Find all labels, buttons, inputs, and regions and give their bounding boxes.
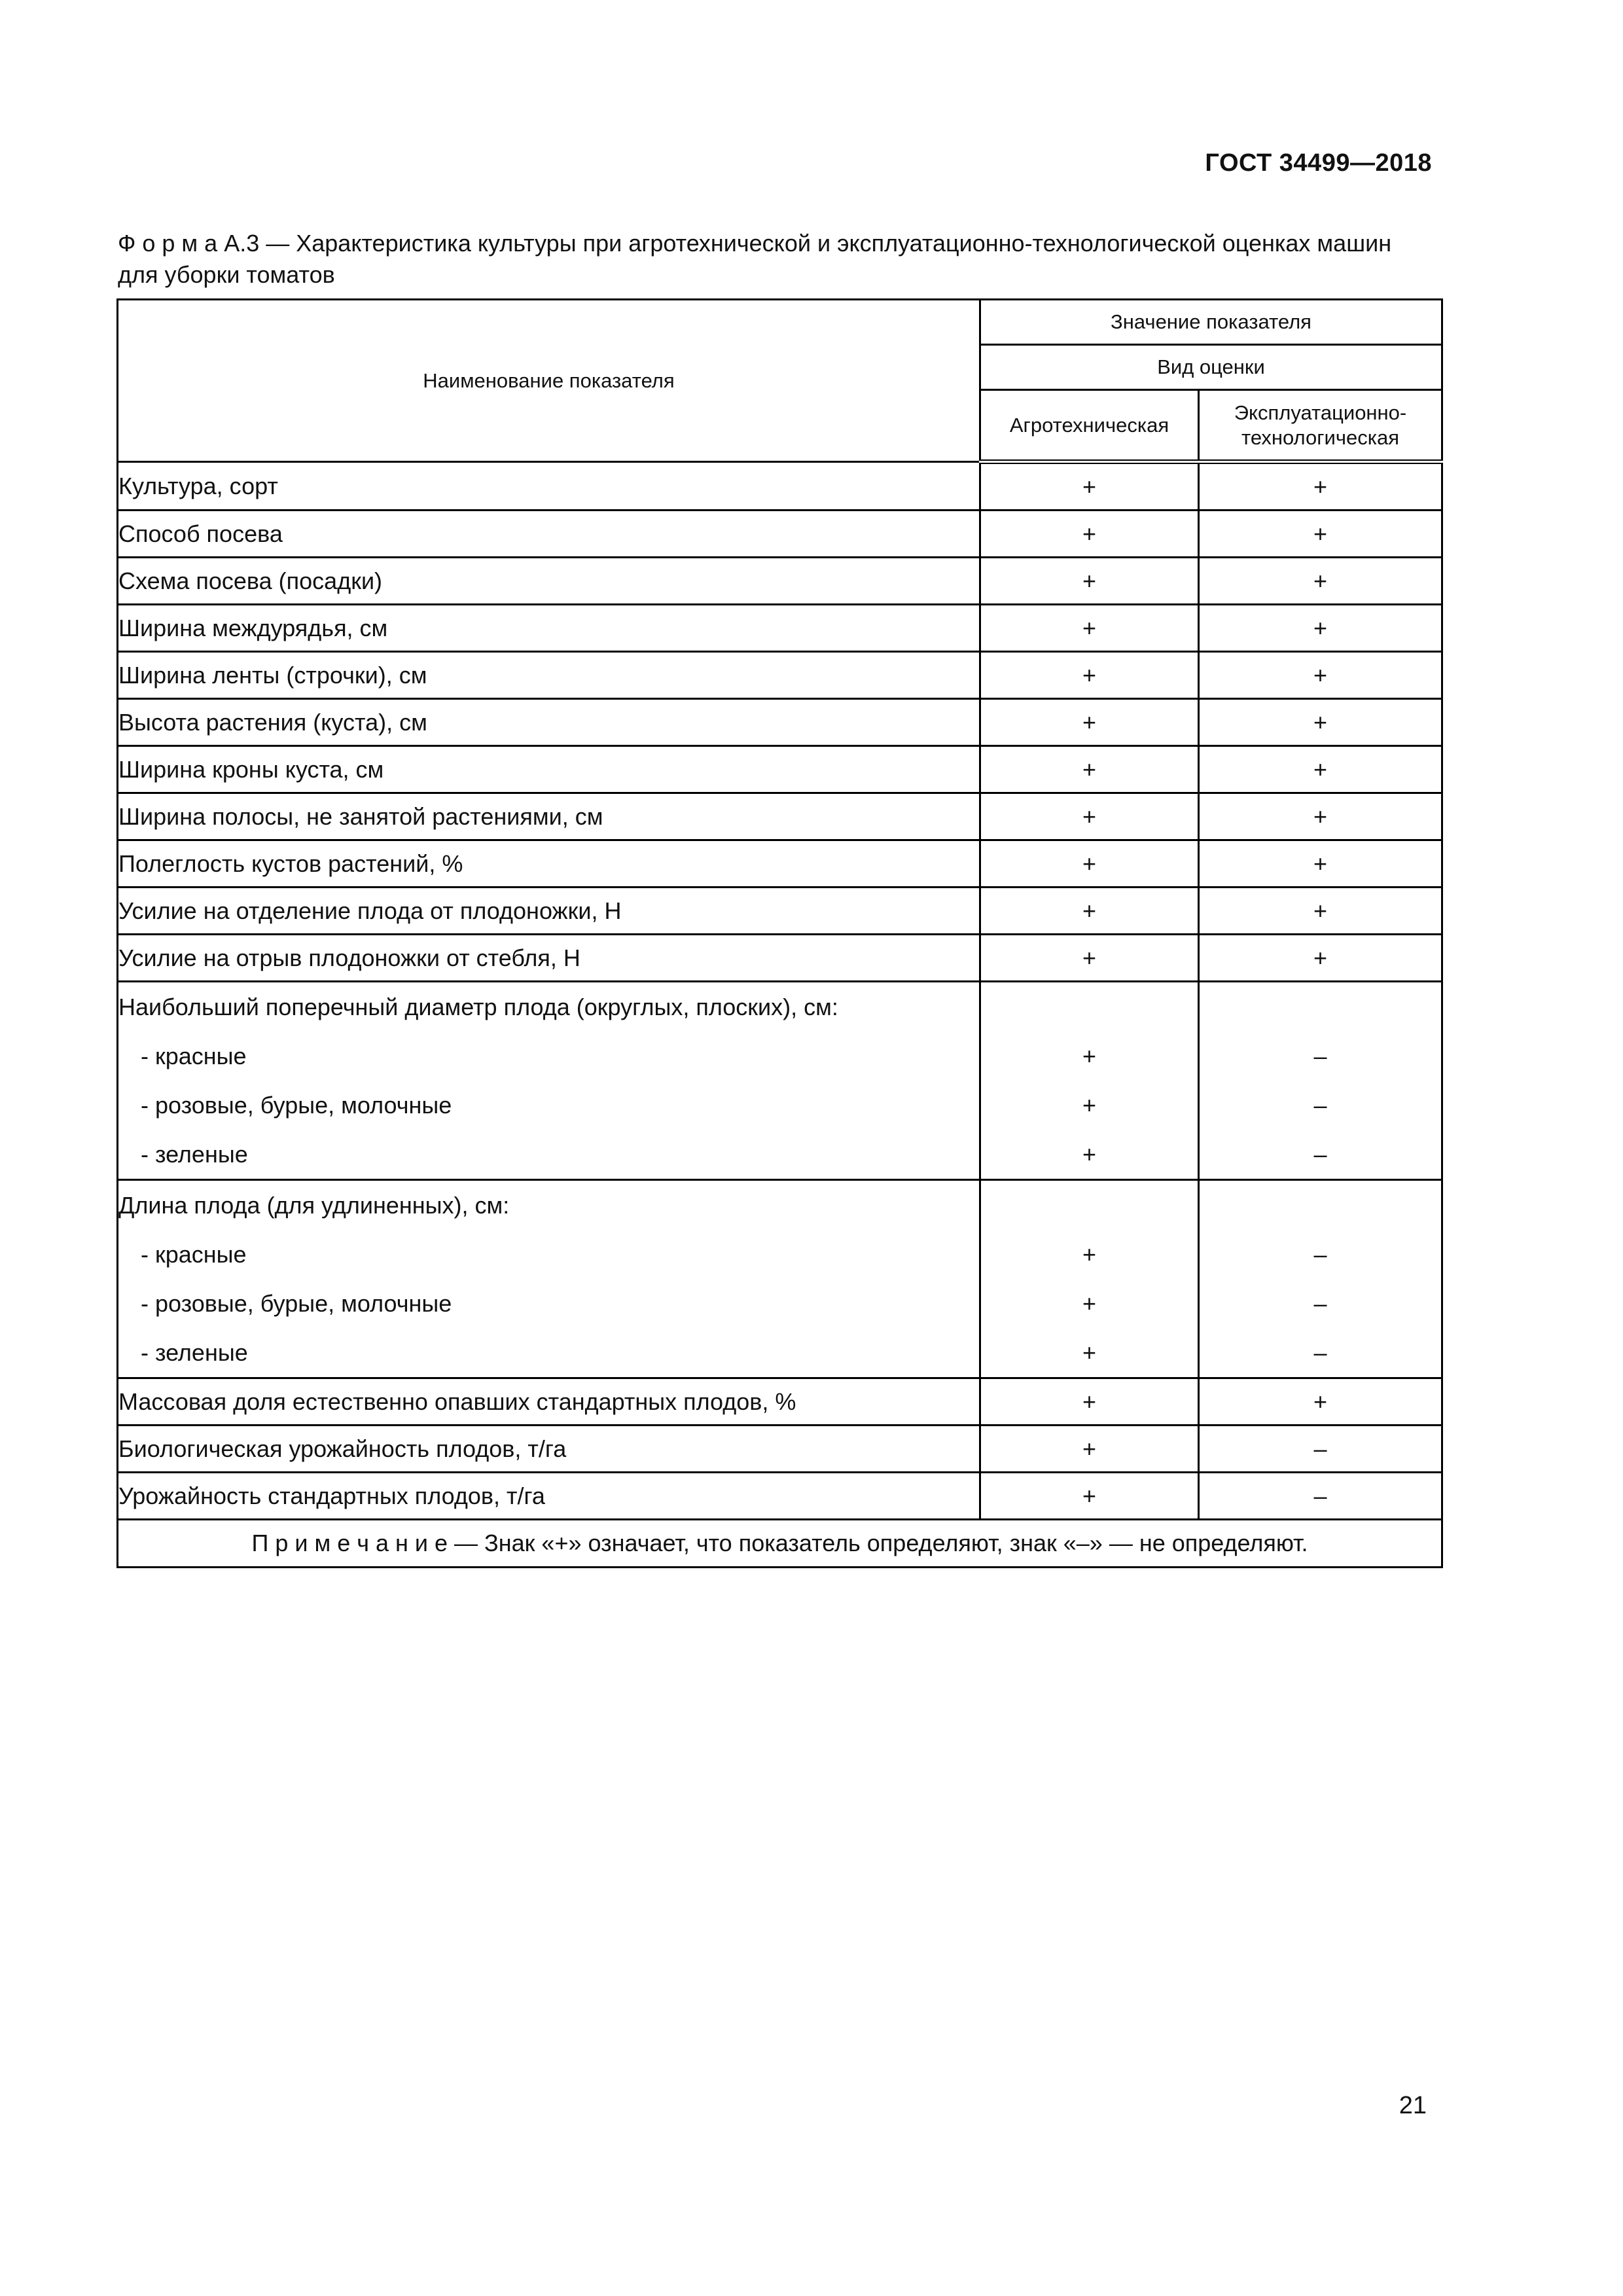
table-row: [118, 1378, 1442, 1426]
agro-value: +: [1082, 1092, 1097, 1119]
expl-value: –: [1313, 1043, 1327, 1069]
table-row: [118, 1426, 1442, 1473]
table-row: [118, 605, 1442, 652]
group-agro-cell: [980, 1180, 1199, 1378]
indicator-name: Культура, сорт: [118, 462, 980, 511]
agro-value: +: [980, 511, 1199, 558]
expl-value: +: [1199, 888, 1442, 935]
expl-value: +: [1199, 511, 1442, 558]
table-row: [118, 699, 1442, 746]
indicator-name: Ширина междурядья, см: [118, 605, 980, 652]
note-row: [118, 1520, 1442, 1568]
agro-value: +: [1082, 1339, 1097, 1366]
note-prefix: П р и м е ч а н и е: [251, 1530, 448, 1556]
group-title: Длина плода (для удлиненных), см:: [118, 1192, 510, 1219]
expl-value: –: [1199, 1473, 1442, 1520]
caption-text: А.3 — Характеристика культуры при агротехнической и эксплуатационно-технологической оценках машин для уборки томатов: [118, 230, 1392, 288]
caption-prefix: Ф о р м а: [118, 230, 218, 257]
table-row: [118, 462, 1442, 511]
header-name-column: Наименование показателя: [118, 300, 980, 462]
agro-value: +: [980, 840, 1199, 888]
agro-value: +: [980, 935, 1199, 982]
expl-value: +: [1199, 1378, 1442, 1426]
agro-value: +: [980, 558, 1199, 605]
group-item-name: - розовые, бурые, молочные: [141, 1092, 452, 1119]
indicator-name: Ширина кроны куста, см: [118, 746, 980, 793]
expl-value: +: [1199, 935, 1442, 982]
agro-value: +: [980, 888, 1199, 935]
indicator-name: Урожайность стандартных плодов, т/га: [118, 1473, 980, 1520]
group-item-name: - красные: [141, 1043, 247, 1069]
header-expl-column: Эксплуатационно- технологическая: [1199, 390, 1442, 462]
characteristics-table: [116, 298, 1443, 1568]
agro-value: +: [980, 746, 1199, 793]
group-name-cell: [118, 1180, 980, 1378]
table-group-row: [118, 1180, 1442, 1378]
agro-value: +: [980, 1473, 1199, 1520]
expl-value: –: [1199, 1426, 1442, 1473]
expl-value: +: [1199, 840, 1442, 888]
group-expl-cell: [1199, 982, 1442, 1180]
table-row: [118, 793, 1442, 840]
indicator-name: Схема посева (посадки): [118, 558, 980, 605]
expl-value: –: [1313, 1092, 1327, 1119]
indicator-name: Полеглость кустов растений, %: [118, 840, 980, 888]
table-row: [118, 935, 1442, 982]
expl-value: +: [1199, 793, 1442, 840]
group-item-name: - красные: [141, 1241, 247, 1268]
group-item-name: - зеленые: [141, 1339, 248, 1366]
table-row: [118, 840, 1442, 888]
agro-value: +: [1082, 1043, 1097, 1069]
agro-value: +: [980, 605, 1199, 652]
agro-value: +: [980, 652, 1199, 699]
agro-value: +: [1082, 1141, 1097, 1168]
agro-value: +: [1082, 1241, 1097, 1268]
indicator-name: Ширина полосы, не занятой растениями, см: [118, 793, 980, 840]
indicator-name: Ширина ленты (строчки), см: [118, 652, 980, 699]
document-code: ГОСТ 34499—2018: [1205, 149, 1432, 177]
table-row: [118, 1473, 1442, 1520]
header-agro-column: Агротехническая: [980, 390, 1199, 462]
indicator-name: Усилие на отделение плода от плодоножки, Н: [118, 888, 980, 935]
group-title: Наибольший поперечный диаметр плода (округлых, плоских), см:: [118, 994, 838, 1020]
group-item-name: - розовые, бурые, молочные: [141, 1290, 452, 1317]
agro-value: +: [980, 699, 1199, 746]
expl-value: +: [1199, 462, 1442, 511]
agro-value: +: [980, 1378, 1199, 1426]
expl-value: +: [1199, 605, 1442, 652]
table-row: [118, 652, 1442, 699]
table-note: [118, 1520, 1442, 1568]
expl-value: +: [1199, 699, 1442, 746]
table-row: [118, 558, 1442, 605]
agro-value: +: [980, 462, 1199, 511]
group-name-cell: [118, 982, 980, 1180]
header-value-group: Значение показателя: [980, 300, 1442, 345]
indicator-name: Биологическая урожайность плодов, т/га: [118, 1426, 980, 1473]
group-agro-cell: [980, 982, 1199, 1180]
expl-value: +: [1199, 746, 1442, 793]
indicator-name: Высота растения (куста), см: [118, 699, 980, 746]
note-text: — Знак «+» означает, что показатель определяют, знак «–» — не определяют.: [448, 1530, 1308, 1556]
expl-value: +: [1199, 652, 1442, 699]
expl-value: –: [1313, 1290, 1327, 1317]
agro-value: +: [1082, 1290, 1097, 1317]
group-item-name: - зеленые: [141, 1141, 248, 1168]
agro-value: +: [980, 793, 1199, 840]
header-assessment-type: Вид оценки: [980, 345, 1442, 390]
table-row: [118, 511, 1442, 558]
table-row: [118, 888, 1442, 935]
agro-value: +: [980, 1426, 1199, 1473]
expl-value: –: [1313, 1141, 1327, 1168]
page-number: 21: [1399, 2092, 1427, 2119]
expl-value: +: [1199, 558, 1442, 605]
table-row: [118, 746, 1442, 793]
table-group-row: [118, 982, 1442, 1180]
table-caption: [118, 228, 1433, 291]
indicator-name: Усилие на отрыв плодоножки от стебля, Н: [118, 935, 980, 982]
group-expl-cell: [1199, 1180, 1442, 1378]
expl-value: –: [1313, 1339, 1327, 1366]
expl-value: –: [1313, 1241, 1327, 1268]
indicator-name: Способ посева: [118, 511, 980, 558]
indicator-name: Массовая доля естественно опавших стандартных плодов, %: [118, 1378, 980, 1426]
